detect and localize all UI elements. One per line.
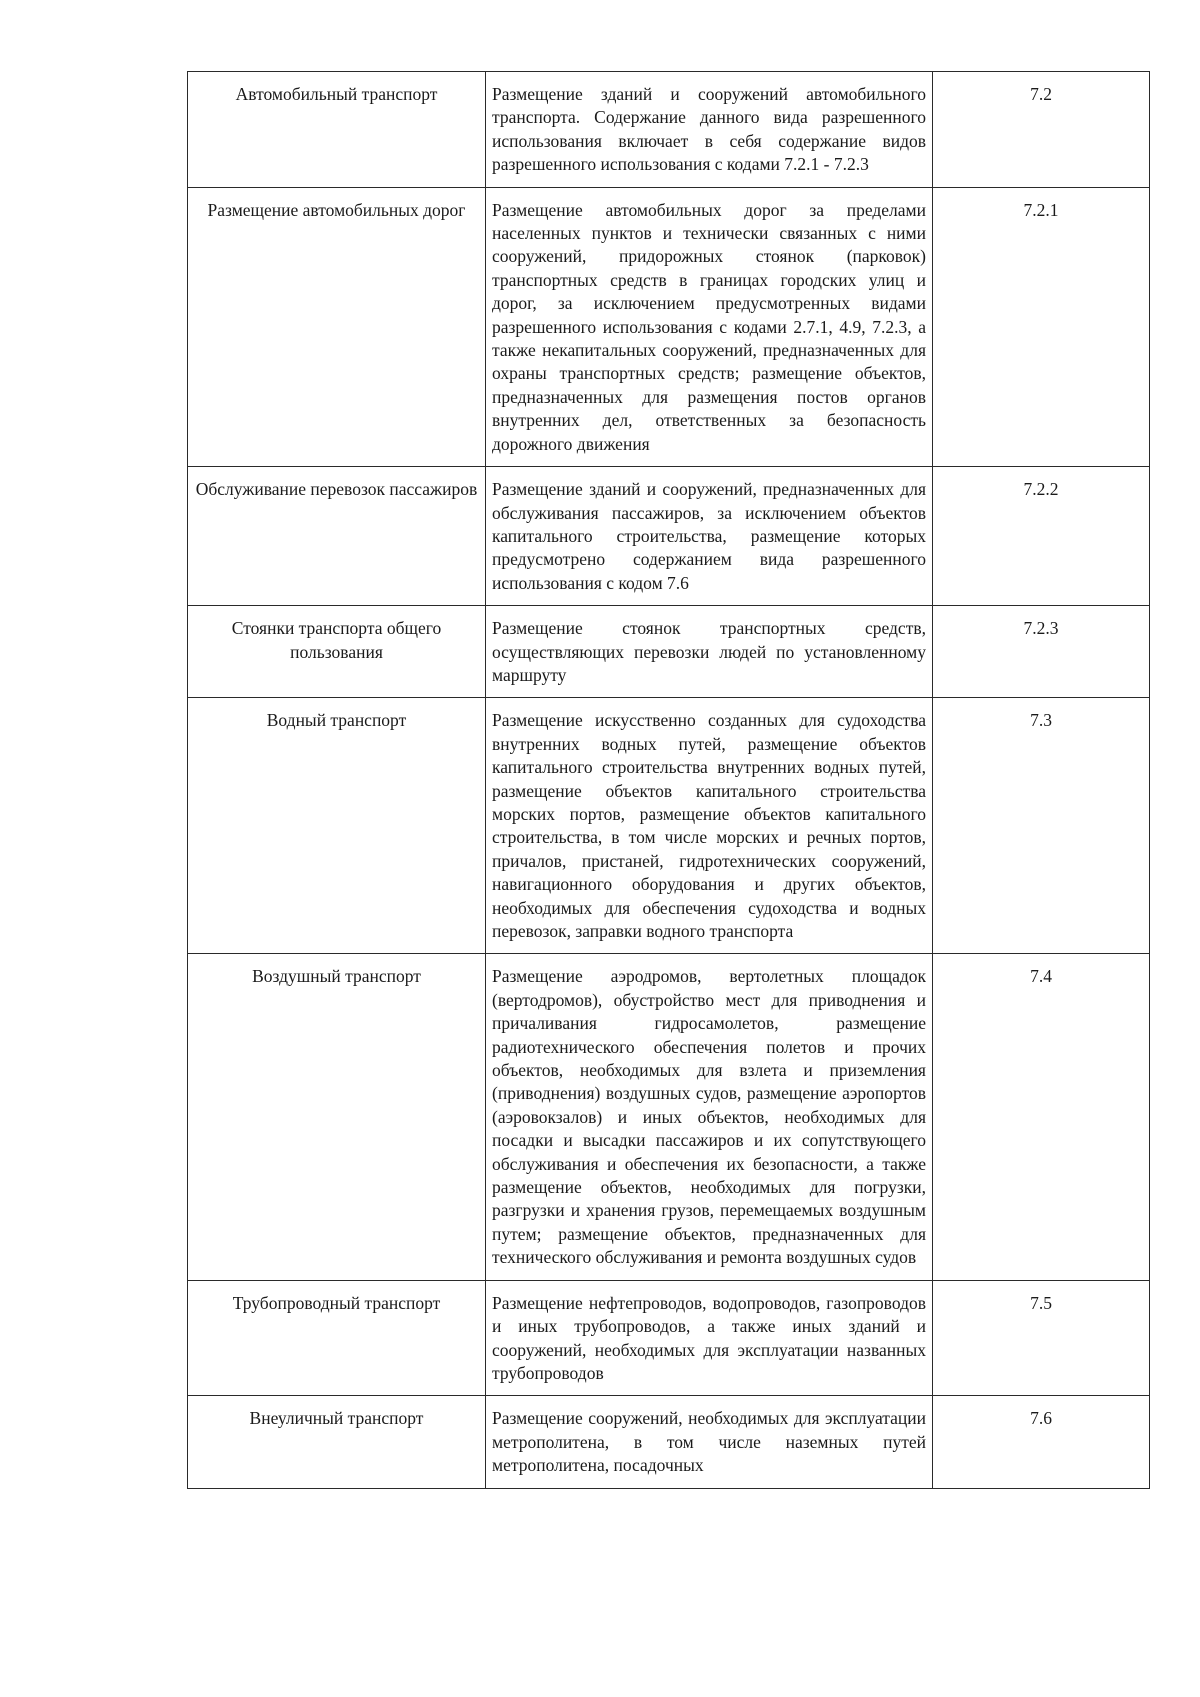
land-use-code: 7.2.3 [933, 606, 1150, 698]
land-use-code: 7.5 [933, 1280, 1150, 1396]
land-use-name: Воздушный транспорт [188, 954, 486, 1280]
land-use-description: Размещение зданий и сооружений, предназначенных для обслуживания пассажиров, за исключением объектов капитального строительства, размещение которых предусмотрено содержанием вида разрешенного использования с кодом 7.6 [486, 467, 933, 606]
land-use-name: Стоянки транспорта общего пользования [188, 606, 486, 698]
land-use-description: Размещение аэродромов, вертолетных площадок (вертодромов), обустройство мест для приводнения и причаливания гидросамолетов, размещение радиотехнического обеспечения полетов и прочих объектов, необходимых для взлета и приземления (приводнения) воздушных судов, размещение аэропортов (аэровокзалов) и иных объектов, необходимых для посадки и высадки пассажиров и их сопутствующего обслуживания и обеспечения их безопасности, а также размещение объектов, необходимых для погрузки, разгрузки и хранения грузов, перемещаемых воздушным путем; размещение объектов, предназначенных для технического обслуживания и ремонта воздушных судов [486, 954, 933, 1280]
land-use-code: 7.2.2 [933, 467, 1150, 606]
land-use-code: 7.6 [933, 1396, 1150, 1488]
land-use-code: 7.4 [933, 954, 1150, 1280]
table-row [188, 187, 1150, 466]
table-row [188, 954, 1150, 1280]
land-use-description: Размещение нефтепроводов, водопроводов, газопроводов и иных трубопроводов, а также иных зданий и сооружений, необходимых для эксплуатации названных трубопроводов [486, 1280, 933, 1396]
table-row [188, 606, 1150, 698]
land-use-description: Размещение сооружений, необходимых для эксплуатации метрополитена, в том числе наземных путей метрополитена, посадочных [486, 1396, 933, 1488]
land-use-name: Обслуживание перевозок пассажиров [188, 467, 486, 606]
land-use-name: Автомобильный транспорт [188, 72, 486, 188]
land-use-name: Размещение автомобильных дорог [188, 187, 486, 466]
land-use-table [187, 71, 1150, 1489]
land-use-code: 7.2.1 [933, 187, 1150, 466]
table-row [188, 1396, 1150, 1488]
land-use-description: Размещение зданий и сооружений автомобильного транспорта. Содержание данного вида разрешенного использования включает в себя содержание видов разрешенного использования с кодами 7.2.1 - 7.2.3 [486, 72, 933, 188]
land-use-code: 7.2 [933, 72, 1150, 188]
land-use-description: Размещение автомобильных дорог за пределами населенных пунктов и технически связанных с ними сооружений, придорожных стоянок (парковок) транспортных средств в границах городских улиц и дорог, за исключением предусмотренных видами разрешенного использования с кодами 2.7.1, 4.9, 7.2.3, а также некапитальных сооружений, предназначенных для охраны транспортных средств; размещение объектов, предназначенных для размещения постов органов внутренних дел, ответственных за безопасность дорожного движения [486, 187, 933, 466]
table-row [188, 698, 1150, 954]
land-use-code: 7.3 [933, 698, 1150, 954]
table-row [188, 1280, 1150, 1396]
table-row [188, 72, 1150, 188]
land-use-name: Внеуличный транспорт [188, 1396, 486, 1488]
land-use-name: Водный транспорт [188, 698, 486, 954]
table-row [188, 467, 1150, 606]
land-use-description: Размещение искусственно созданных для судоходства внутренних водных путей, размещение объектов капитального строительства внутренних водных путей, размещение объектов капитального строительства морских портов, размещение объектов капитального строительства, в том числе морских и речных портов, причалов, пристаней, гидротехнических сооружений, навигационного оборудования и других объектов, необходимых для обеспечения судоходства и водных перевозок, заправки водного транспорта [486, 698, 933, 954]
land-use-name: Трубопроводный транспорт [188, 1280, 486, 1396]
land-use-description: Размещение стоянок транспортных средств, осуществляющих перевозки людей по установленному маршруту [486, 606, 933, 698]
